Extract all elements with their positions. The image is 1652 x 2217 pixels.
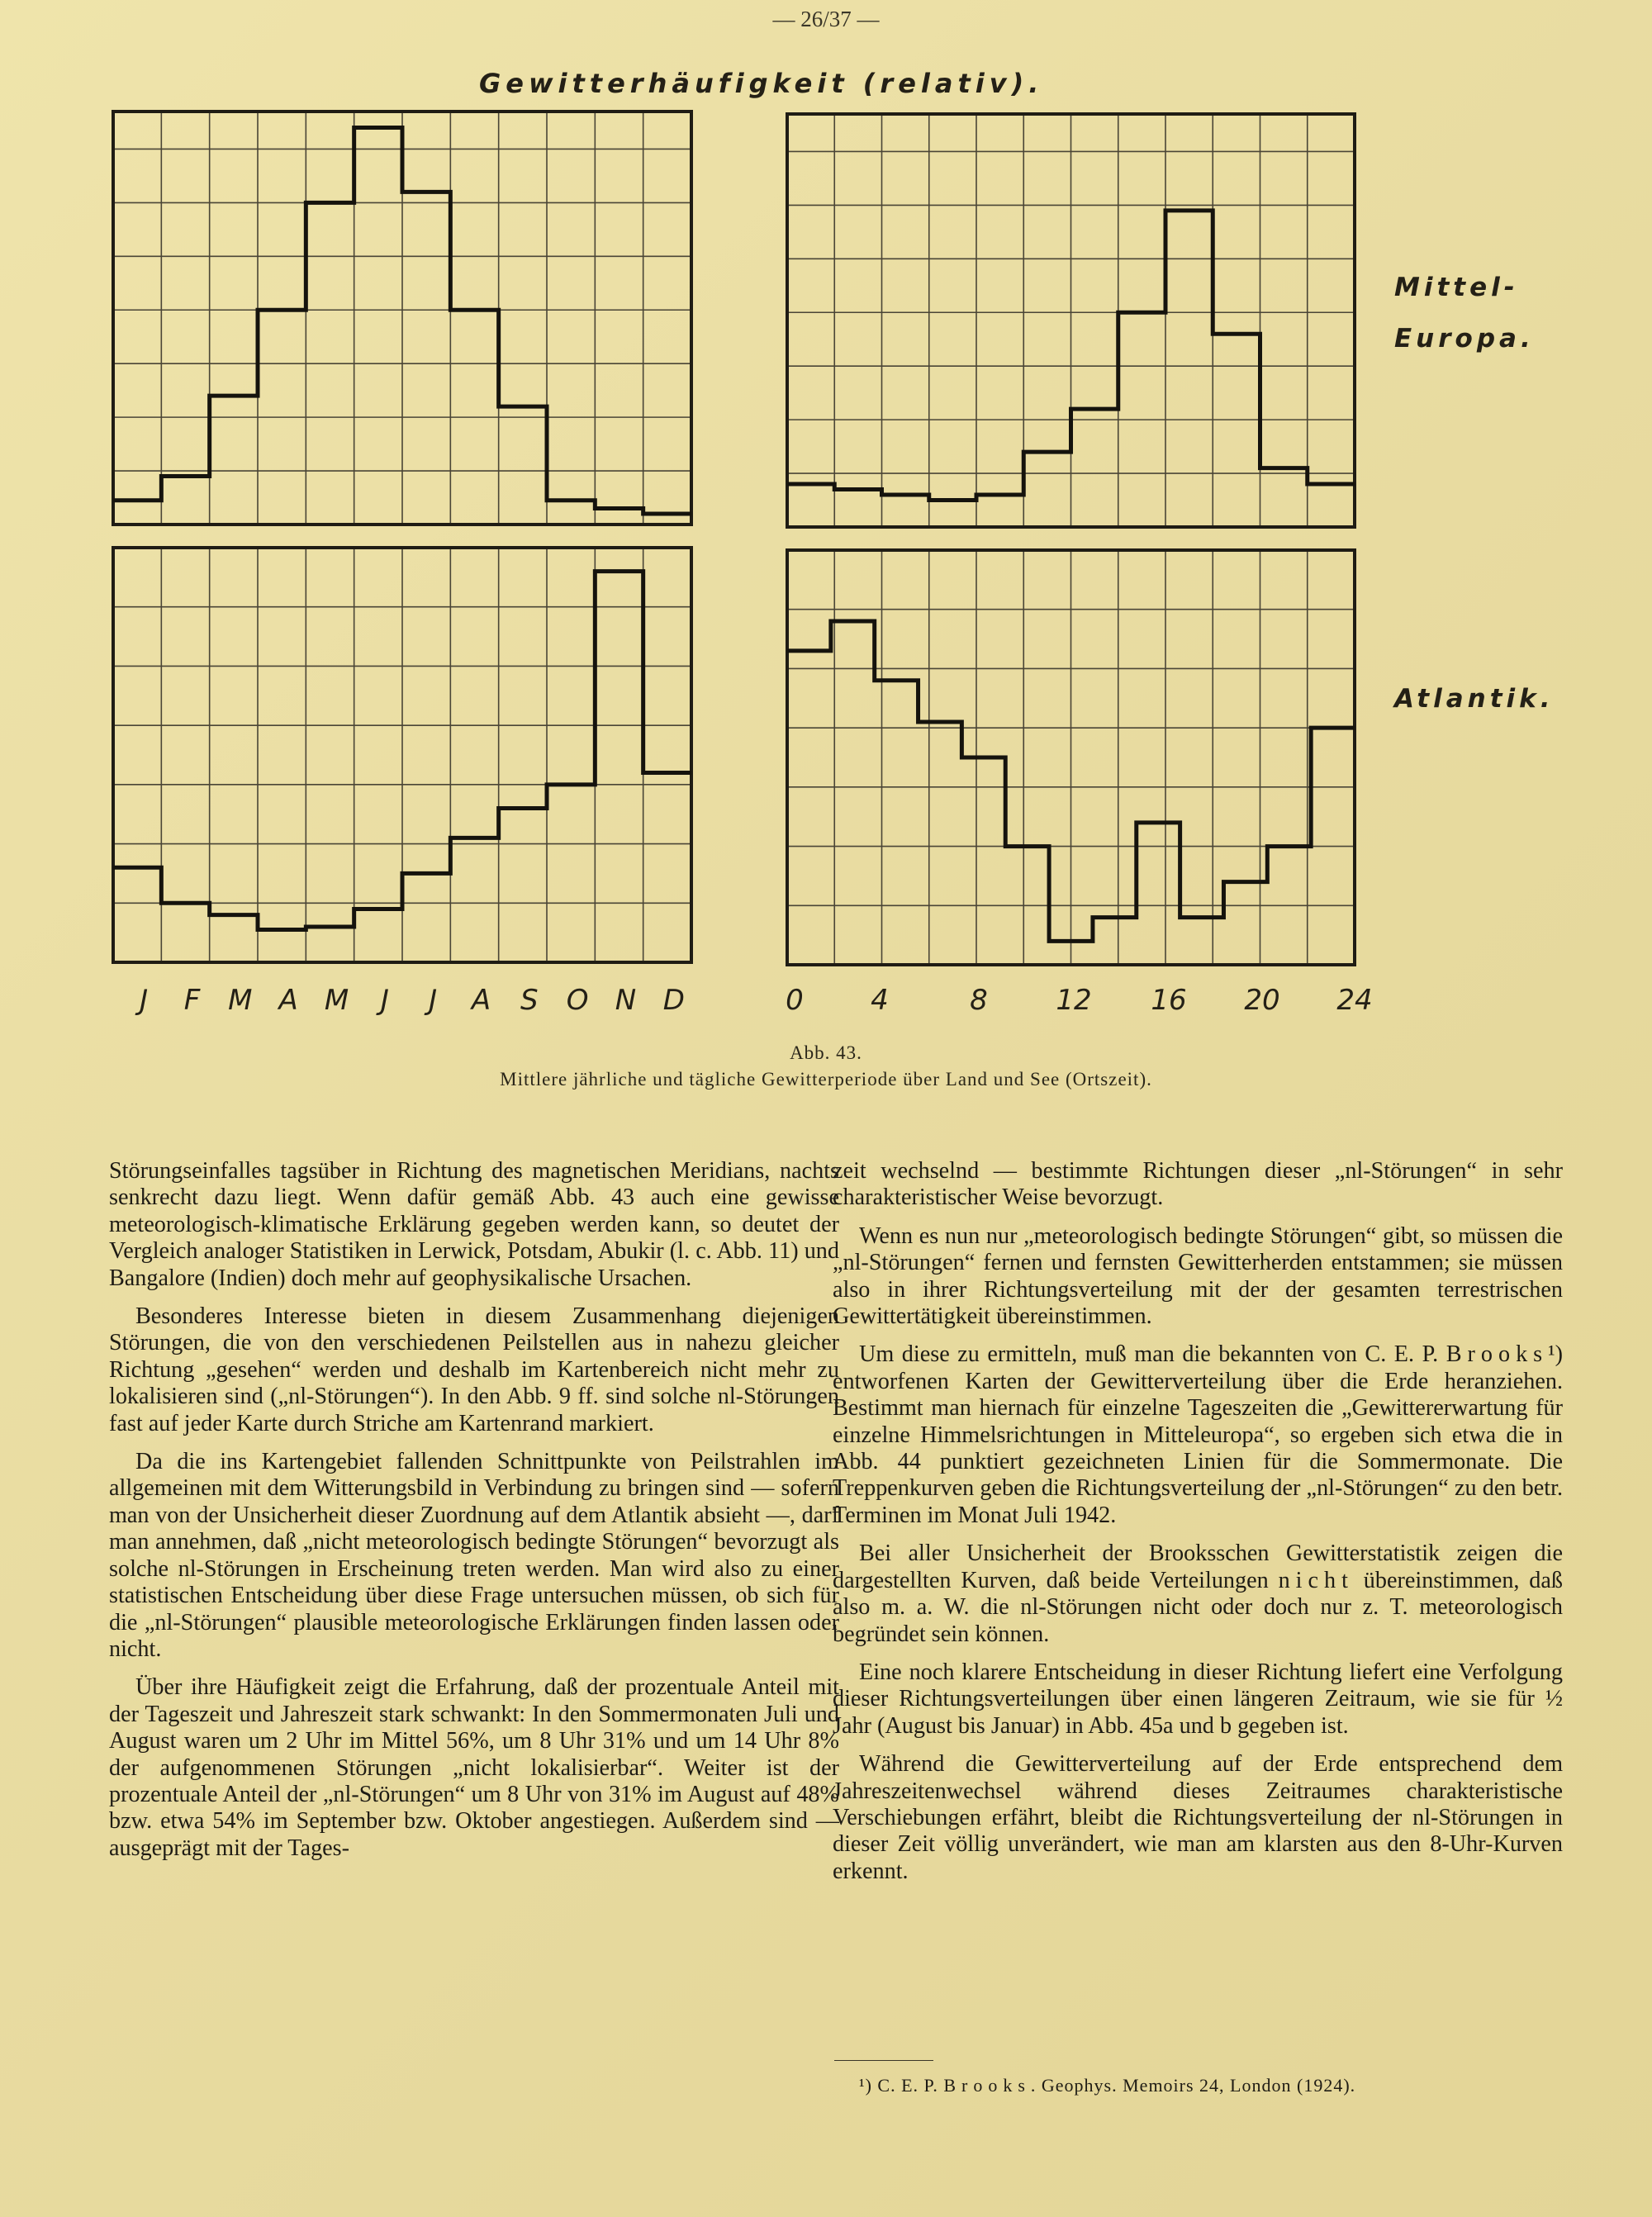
paragraph [833, 1541, 1563, 1648]
hour-tick-label: 8 [970, 984, 988, 1017]
footnote-marker: ¹) C. E. P. [859, 2075, 944, 2096]
month-tick-label: F [183, 984, 201, 1017]
author-name: Brooks [1446, 1341, 1549, 1368]
hour-tick-label: 24 [1336, 984, 1373, 1017]
hour-tick-label: 12 [1056, 984, 1092, 1017]
hour-tick-label: 20 [1244, 984, 1280, 1017]
month-tick-label: D [662, 984, 685, 1017]
month-tick-label: J [380, 984, 389, 1017]
figure-title: Gewitterhäufigkeit (relativ). [479, 68, 1044, 99]
label-atlantik: Atlantik. [1394, 684, 1555, 714]
footnote-rule [834, 2060, 933, 2061]
paragraph: Da die ins Kartengebiet fallenden Schnittpunkte von Peilstrahlen im allgemeinen mit dem Witterungsbild in Verbindung zu bringen sind — sofern man von der Unsicherheit dieser Zuordnung auf dem Atlantik absieht —, darf man annehmen, daß „nicht meteorologisch bedingte Störungen“ bevorzugt als solche nl-Störungen in Erscheinung treten werden. Man wird also zu einer statistischen Entscheidung über diese Frage untersuchen müssen, ob sich für die „nl-Störungen“ plausible meteorologische Erklärungen finden lassen oder nicht. [109, 1449, 839, 1662]
figure-caption-text: Mittlere jährliche und tägliche Gewitterperiode über Land und See (Ortszeit). [500, 1069, 1152, 1090]
month-tick-label: O [566, 984, 589, 1017]
footnote [859, 2075, 1355, 2096]
paragraph: Eine noch klarere Entscheidung in dieser Richtung liefert eine Verfolgung dieser Richtungsverteilungen über einen längeren Zeitraum, wie sie für ½ Jahr (August bis Januar) in Abb. 45a und b gegeben ist. [833, 1659, 1563, 1739]
body-column-right [833, 1158, 1563, 1897]
label-mittel: Mittel- [1394, 273, 1519, 302]
hour-tick-label: 0 [786, 984, 804, 1017]
hour-tick-label: 16 [1151, 984, 1187, 1017]
body-column-left [109, 1158, 839, 1873]
text-run: ¹) entworfenen Karten der Gewitterverteilung über die Erde heranziehen. Bestimmt man hiernach für einzelne Tageszeiten die „Gewittererwartung für einzelne Himmelsrichtungen in Mitteleuropa“, so ergeben sich etwa die in Abb. 44 punktiert gezeichneten Linien für die Sommermonate. Die Treppenkurven geben die Richtungsverteilung der „nl-Störungen“ zu den betr. Terminen im Monat Juli 1942. [833, 1341, 1563, 1528]
month-tick-label: N [615, 984, 637, 1017]
hour-tick-label: 4 [871, 984, 889, 1017]
emphasis-nicht: nicht [1278, 1567, 1354, 1593]
month-tick-label: S [520, 984, 539, 1017]
paragraph: Störungseinfalles tagsüber in Richtung des magnetischen Meridians, nachts senkrecht dazu liegt. Wenn dafür gemäß Abb. 43 auch eine gewisse meteorologisch-klimatische Erklärung gegeben werden kann, so deutet der Vergleich analoger Statistiken in Lerwick, Potsdam, Abukir (l. c. Abb. 11) und Bangalore (Indien) doch mehr auf geophysikalische Ursachen. [109, 1158, 839, 1291]
footnote-author: Brooks [943, 2075, 1031, 2096]
text-run: Um diese zu ermitteln, muß man die bekannten von C. E. P. [859, 1341, 1446, 1368]
month-tick-label: M [228, 984, 253, 1017]
paragraph [833, 1341, 1563, 1529]
month-tick-label: J [140, 984, 149, 1017]
text-run: Bei aller Unsicherheit der Brooksschen Gewitterstatistik zeigen die dargestellten Kurven, daß beide Verteilungen [833, 1541, 1563, 1593]
paragraph: Besonderes Interesse bieten in diesem Zusammenhang diejenigen Störungen, die von den verschiedenen Peilstellen aus in nahezu gleicher Richtung „gesehen“ werden und deshalb im Kartenbereich nicht mehr zu lokalisieren sind („nl-Störungen“). In den Abb. 9 ff. sind solche nl-Störungen fast auf jeder Karte durch Striche am Kartenrand markiert. [109, 1303, 839, 1436]
page-number: — 26/37 — [772, 7, 880, 31]
paragraph: Während die Gewitterverteilung auf der Erde entsprechend dem Jahreszeitenwechsel während dieses Zeitraumes charakteristische Verschiebungen erfährt, bleibt die Richtungsverteilung der nl-Störungen in dieser Zeit völlig unverändert, wie man am klarsten aus den 8-Uhr-Kurven erkennt. [833, 1751, 1563, 1884]
paragraph: Über ihre Häufigkeit zeigt die Erfahrung, daß der prozentuale Anteil mit der Tageszeit und Jahreszeit stark schwankt: In den Sommermonaten Juli und August waren um 2 Uhr im Mittel 56%, um 8 Uhr 31% und um 14 Uhr 8% der aufgenommenen Störungen „nicht lokalisierbar“. Weiter ist der prozentuale Anteil der „nl-Störungen“ um 8 Uhr von 31% im August auf 48% bzw. etwa 54% im September bzw. Oktober angestiegen. Außerdem sind — ausgeprägt mit der Tages- [109, 1674, 839, 1861]
paragraph: zeit wechselnd — bestimmte Richtungen dieser „nl-Störungen“ in sehr charakteristischer Weise bevorzugt. [833, 1158, 1563, 1211]
text-run: übereinstimmen, daß also m. a. W. die nl-Störungen nicht oder doch nur z. T. meteorologisch begründet sein können. [833, 1567, 1564, 1647]
label-europa: Europa. [1394, 324, 1535, 354]
month-tick-label: M [324, 984, 349, 1017]
month-tick-label: J [429, 984, 438, 1017]
figure-caption-number: Abb. 43. [790, 1042, 862, 1063]
footnote-text: . Geophys. Memoirs 24, London (1924). [1030, 2075, 1356, 2096]
thunderstorm-frequency-charts [0, 0, 1652, 1024]
paragraph: Wenn es nun nur „meteorologisch bedingte Störungen“ gibt, so müssen die „nl-Störungen“ fernen und fernsten Gewitterherden entstammen; sie müssen also in ihrer Richtungsverteilung mit der der gesamten terrestrischen Gewittertätigkeit übereinstimmen. [833, 1222, 1563, 1330]
month-tick-label: A [471, 984, 491, 1017]
month-tick-label: A [278, 984, 298, 1017]
